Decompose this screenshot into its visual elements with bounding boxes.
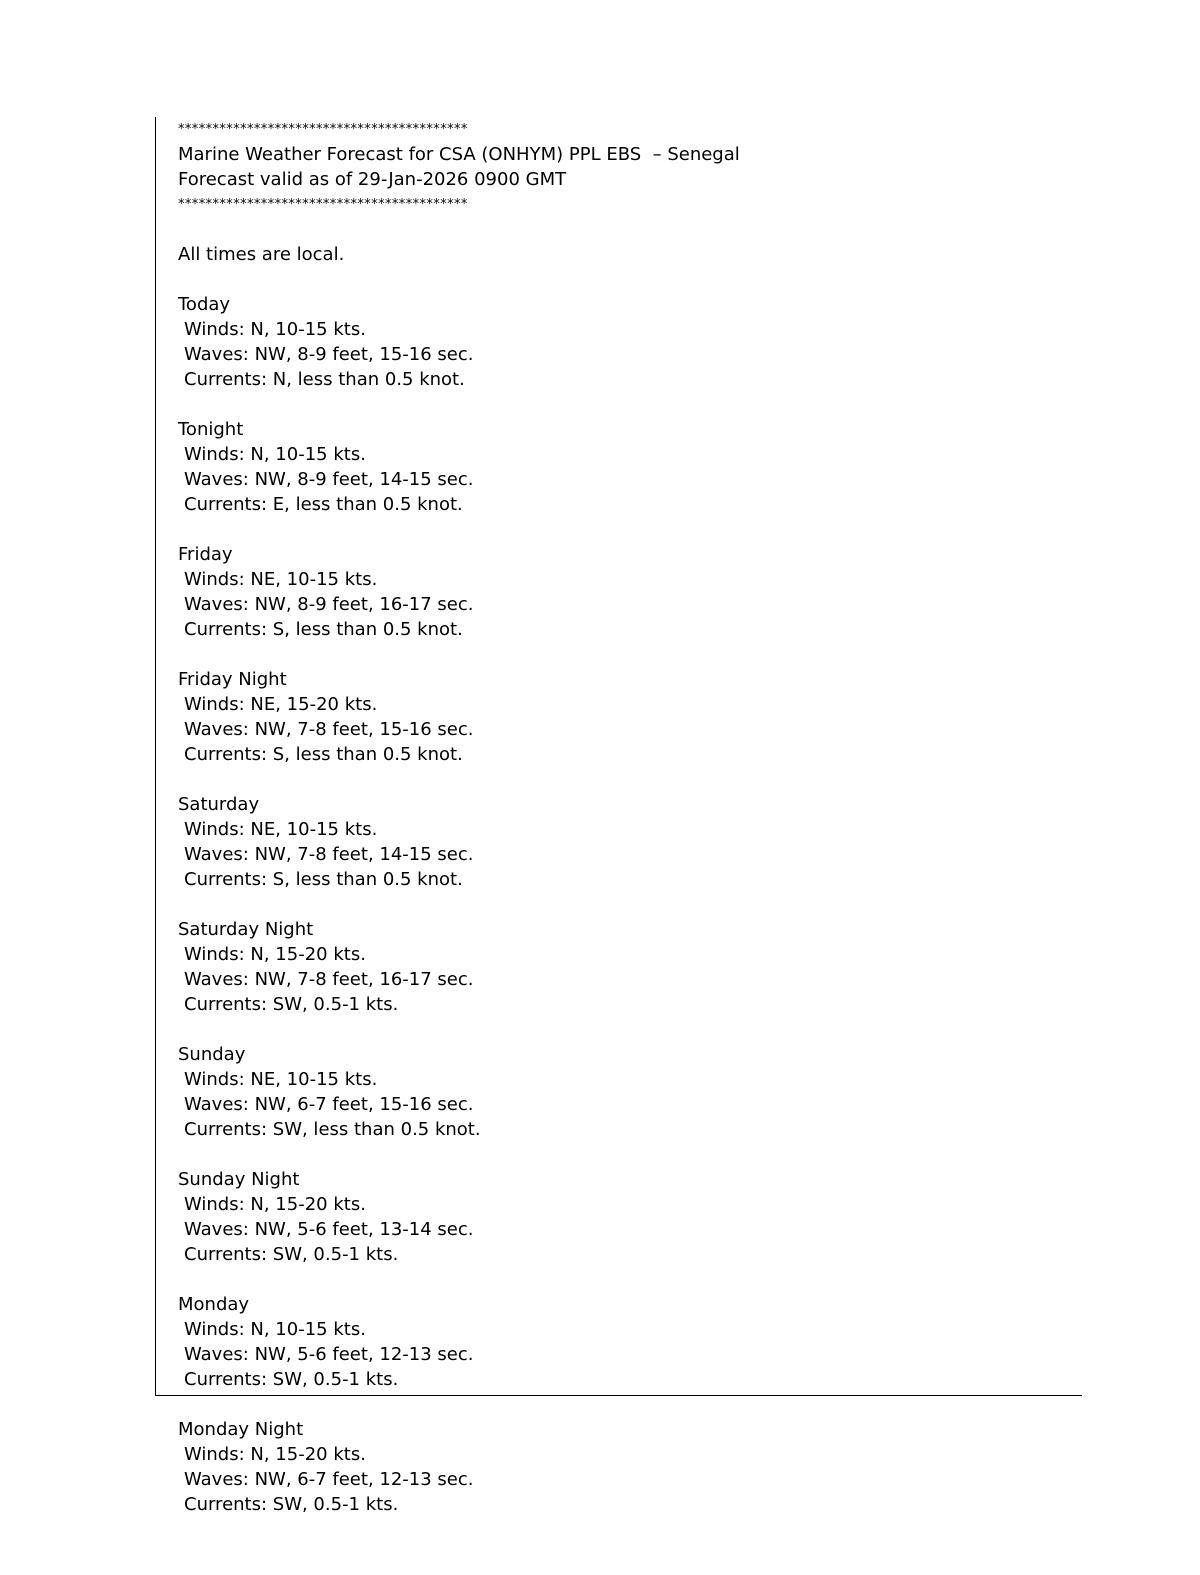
- period-winds: Winds: N, 15-20 kts.: [184, 1444, 366, 1465]
- period-name: Friday: [178, 544, 233, 565]
- header-stars-bottom: ******************************************: [178, 197, 468, 212]
- period-block: [178, 1292, 1058, 1417]
- period-block: [178, 1042, 1058, 1167]
- period-block: [178, 917, 1058, 1042]
- period-winds: Winds: N, 10-15 kts.: [184, 444, 366, 465]
- period-winds: Winds: NE, 10-15 kts.: [184, 819, 378, 840]
- period-currents: Currents: S, less than 0.5 knot.: [184, 619, 463, 640]
- period-waves: Waves: NW, 8-9 feet, 15-16 sec.: [184, 344, 474, 365]
- period-name: Saturday: [178, 794, 260, 815]
- period-waves: Waves: NW, 5-6 feet, 12-13 sec.: [184, 1344, 474, 1365]
- period-name: Monday Night: [178, 1419, 304, 1440]
- period-name: Sunday Night: [178, 1169, 300, 1190]
- period-waves: Waves: NW, 8-9 feet, 16-17 sec.: [184, 594, 474, 615]
- period-block: [178, 792, 1058, 917]
- period-block: [178, 417, 1058, 542]
- period-waves: Waves: NW, 7-8 feet, 16-17 sec.: [184, 969, 474, 990]
- period-name: Saturday Night: [178, 919, 314, 940]
- left-border-rule: [155, 117, 156, 1396]
- header-stars-top: ******************************************: [178, 122, 468, 137]
- forecast-title: Marine Weather Forecast for CSA (ONHYM) PPL EBS – Senegal: [178, 144, 740, 165]
- forecast-document: [178, 117, 1058, 1517]
- period-waves: Waves: NW, 5-6 feet, 13-14 sec.: [184, 1219, 474, 1240]
- period-name: Sunday: [178, 1044, 246, 1065]
- period-winds: Winds: NE, 10-15 kts.: [184, 569, 378, 590]
- period-currents: Currents: E, less than 0.5 knot.: [184, 494, 463, 515]
- period-currents: Currents: SW, 0.5-1 kts.: [184, 1244, 399, 1265]
- forecast-periods: [178, 292, 1058, 1517]
- period-currents: Currents: N, less than 0.5 knot.: [184, 369, 465, 390]
- times-note: All times are local.: [178, 244, 345, 265]
- period-currents: Currents: SW, less than 0.5 knot.: [184, 1119, 481, 1140]
- period-currents: Currents: SW, 0.5-1 kts.: [184, 994, 399, 1015]
- period-winds: Winds: N, 10-15 kts.: [184, 319, 366, 340]
- period-block: [178, 542, 1058, 667]
- period-winds: Winds: N, 15-20 kts.: [184, 944, 366, 965]
- period-name: Today: [178, 294, 231, 315]
- period-winds: Winds: NE, 15-20 kts.: [184, 694, 378, 715]
- period-waves: Waves: NW, 6-7 feet, 12-13 sec.: [184, 1469, 474, 1490]
- period-waves: Waves: NW, 7-8 feet, 15-16 sec.: [184, 719, 474, 740]
- period-waves: Waves: NW, 6-7 feet, 15-16 sec.: [184, 1094, 474, 1115]
- forecast-valid-time: Forecast valid as of 29-Jan-2026 0900 GMT: [178, 169, 567, 190]
- period-winds: Winds: N, 10-15 kts.: [184, 1319, 366, 1340]
- period-currents: Currents: SW, 0.5-1 kts.: [184, 1494, 399, 1515]
- period-block: [178, 1167, 1058, 1292]
- period-block: [178, 292, 1058, 417]
- period-name: Friday Night: [178, 669, 287, 690]
- period-block: [178, 1417, 1058, 1517]
- period-name: Monday: [178, 1294, 250, 1315]
- period-name: Tonight: [178, 419, 244, 440]
- period-currents: Currents: S, less than 0.5 knot.: [184, 869, 463, 890]
- period-block: [178, 667, 1058, 792]
- period-winds: Winds: NE, 10-15 kts.: [184, 1069, 378, 1090]
- period-currents: Currents: SW, 0.5-1 kts.: [184, 1369, 399, 1390]
- period-waves: Waves: NW, 7-8 feet, 14-15 sec.: [184, 844, 474, 865]
- period-waves: Waves: NW, 8-9 feet, 14-15 sec.: [184, 469, 474, 490]
- period-currents: Currents: S, less than 0.5 knot.: [184, 744, 463, 765]
- period-winds: Winds: N, 15-20 kts.: [184, 1194, 366, 1215]
